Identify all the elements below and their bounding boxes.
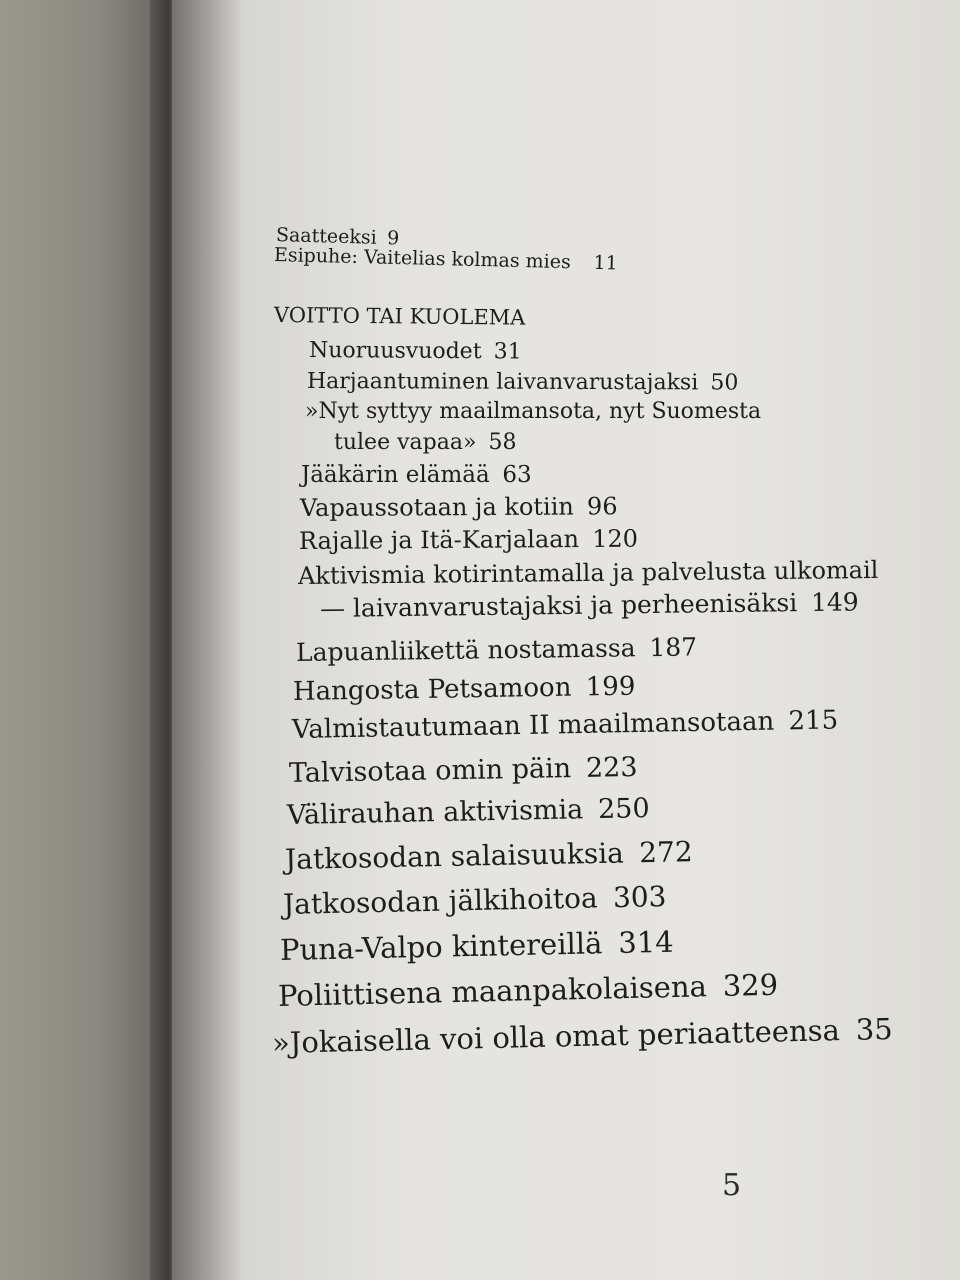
toc-entry-page: 63: [502, 462, 532, 488]
toc-entry: [296, 632, 697, 667]
toc-entry-page: 58: [488, 430, 517, 455]
toc-entry-title: Puna-Valpo kintereillä: [279, 926, 603, 967]
toc-entry-title: Vapaussotaan ja kotiin: [299, 492, 574, 522]
toc-entry: [292, 705, 839, 745]
toc-entry-title: Valmistautumaan II maailmansotaan: [291, 706, 775, 745]
toc-entry: [272, 1012, 893, 1060]
toc-entry-title: Välirauhan aktivismia: [286, 794, 584, 831]
toc-entry-title: Poliittisena maanpakolaisena: [277, 969, 708, 1013]
toc-entry: [283, 880, 667, 921]
toc-entry: [320, 587, 859, 623]
toc-entry: [301, 462, 532, 488]
toc-entry-page: 215: [788, 705, 839, 737]
toc-entry-page: 11: [593, 251, 618, 275]
toc-entry-title: Esipuhe: Vaitelias kolmas mies: [273, 244, 571, 274]
toc-entry-page: 96: [586, 492, 618, 521]
toc-entry-title: — laivanvarustajaksi ja perheenisäksi: [319, 588, 798, 623]
toc-entry: [278, 968, 779, 1013]
toc-entry-page: 31: [493, 339, 522, 365]
toc-entry: [274, 244, 618, 274]
toc-entry-title: Nuoruusvuodet: [308, 338, 482, 365]
toc-entry-title: tulee vapaa»: [334, 430, 477, 455]
section-title: VOITTO TAI KUOLEMA: [273, 303, 526, 330]
toc-entry-title: »Jokaisella voi olla omat periaatteensa: [271, 1013, 841, 1060]
toc-entry-page: 9: [386, 227, 400, 250]
toc-entry: [307, 369, 738, 396]
toc-entry: [309, 338, 522, 364]
toc-entry: [300, 492, 618, 522]
toc-entry: [299, 525, 638, 555]
toc-entry-page: 35: [855, 1011, 894, 1047]
toc-entry-page: 314: [617, 924, 674, 960]
toc-entry: [305, 399, 773, 424]
toc-entry-page: 303: [612, 879, 667, 915]
toc-entry-title: Rajalle ja Itä-Karjalaan: [298, 525, 580, 555]
toc-entry: [287, 793, 650, 831]
toc-entry-page: 250: [597, 793, 650, 826]
toc-entry-page: 187: [649, 632, 698, 663]
toc-entry-page: 199: [585, 671, 636, 703]
toc-entry-title: »Nyt syttyy maailmansota, nyt Suomesta: [305, 399, 762, 424]
toc-entry-title: Jääkärin elämää: [301, 462, 490, 488]
toc-entry: [334, 430, 517, 455]
toc-entry-title: Aktivismia kotirintamalla ja palvelusta ulkomail: [297, 555, 879, 590]
toc-entry-title: Saatteeksi: [275, 224, 378, 249]
toc-entry-page: 272: [638, 835, 693, 870]
toc-entry-page: 50: [710, 370, 739, 396]
toc-entry: [285, 835, 693, 876]
page-number: 5: [722, 1168, 742, 1203]
toc-entry-page: 120: [592, 524, 639, 553]
toc-entry-page: 223: [585, 751, 638, 784]
toc-entry-title: Jatkosodan salaisuuksia: [284, 836, 625, 876]
toc-entry-title: Jatkosodan jälkihoitoa: [282, 881, 598, 921]
toc-entry: [280, 925, 674, 967]
toc-entry-page: 329: [722, 967, 779, 1003]
toc-entry: [298, 556, 892, 590]
toc-entry-page: 149: [810, 587, 859, 618]
toc-entry-title: Lapuanliikettä nostamassa: [295, 633, 636, 667]
toc-entry: [289, 752, 638, 789]
toc-entry-title: Harjaantuminen laivanvarustajaksi: [306, 369, 699, 396]
toc-entry-title: Talvisotaa omin päin: [288, 753, 572, 789]
toc-entry: [293, 672, 636, 707]
toc-entry-title: Hangosta Petsamoon: [292, 672, 572, 707]
